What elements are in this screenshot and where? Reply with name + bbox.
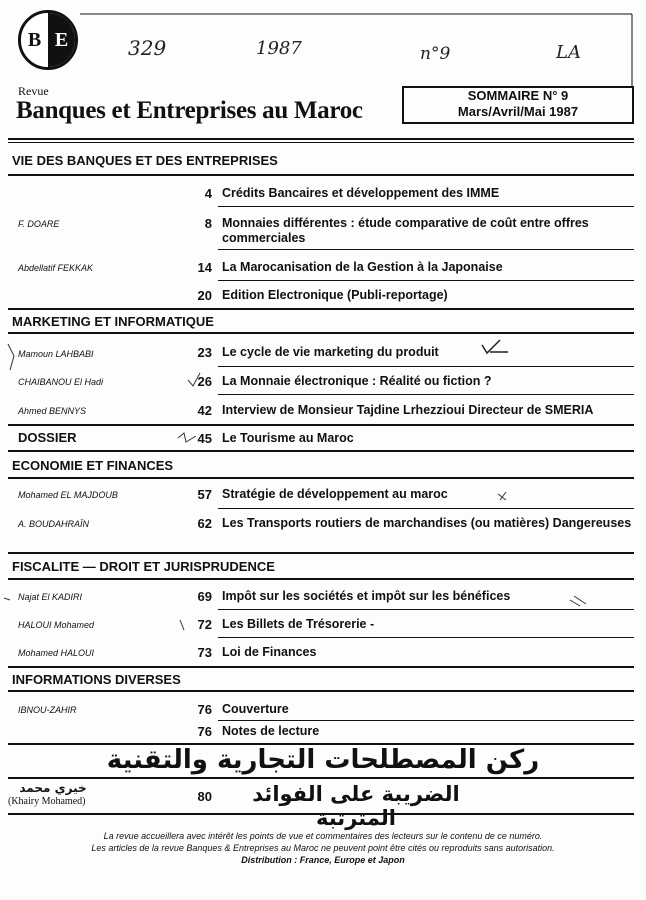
article-title: Le cycle de vie marketing du produit — [222, 345, 439, 359]
footer-copyright: Les articles de la revue Banques & Entreprises au Maroc ne peuvent point être cités ou reproduits sans autorisation. — [91, 843, 555, 853]
handwritten-year: 1987 — [256, 38, 302, 59]
article-author: Najat El KADIRI — [18, 592, 83, 602]
arabic-section-title: ركن المصطلحات التجارية والتقنية — [106, 745, 540, 775]
page-number: 4 — [204, 186, 212, 201]
article-title: Les Billets de Trésorerie - — [222, 617, 375, 631]
article-title: Couverture — [222, 702, 289, 716]
arabic-author: خيري محمد — [19, 781, 87, 795]
section-dossier: DOSSIER — [18, 430, 77, 445]
page-number: 42 — [197, 403, 212, 418]
page-number: 14 — [197, 260, 212, 275]
sommaire-box — [402, 86, 634, 124]
page-number: 62 — [197, 516, 212, 531]
article-author: F. DOARE — [18, 219, 60, 229]
article-title: Interview de Monsieur Tajdine Lrhezzioui Directeur de SMERIA — [222, 403, 594, 417]
article-title: Crédits Bancaires et développement des IMME — [222, 186, 500, 200]
page-number: 76 — [197, 724, 212, 739]
logo-letter-e: E — [48, 13, 75, 67]
article-author: Mohamed HALOUI — [18, 648, 95, 658]
header-frame — [0, 0, 646, 90]
article-author: A. BOUDAHRAÏN — [18, 519, 90, 529]
article-author: CHAIBANOU El Hadi — [18, 377, 104, 387]
page-number: 72 — [197, 617, 212, 632]
article-title: Stratégie de développement au maroc — [222, 487, 448, 501]
page-number: 20 — [197, 288, 212, 303]
handwritten-code: LA — [556, 42, 581, 63]
page-number: 57 — [197, 487, 212, 502]
article-title: La Marocanisation de la Gestion à la Japonaise — [222, 260, 503, 274]
article-title: La Monnaie électronique : Réalité ou fiction ? — [222, 374, 492, 388]
article-author: Mohamed EL MAJDOUB — [18, 490, 118, 500]
article-author: HALOUI Mohamed — [18, 620, 95, 630]
article-title: Impôt sur les sociétés et impôt sur les bénéfices — [222, 589, 511, 603]
logo — [18, 10, 78, 70]
section-economie: ECONOMIE ET FINANCES — [12, 458, 174, 473]
article-title: Monnaies différentes : étude comparative de coût entre offres commerciales — [222, 216, 589, 245]
article-author: Mamoun LAHBABI — [18, 349, 94, 359]
page-number: 23 — [197, 345, 212, 360]
article-title: Notes de lecture — [222, 724, 320, 738]
handwritten-issue: n°9 — [420, 44, 451, 64]
page-number: 76 — [197, 702, 212, 717]
article-author: Abdellatif FEKKAK — [18, 263, 94, 273]
arabic-author-latin: (Khairy Mohamed) — [8, 796, 86, 807]
page-number: 69 — [197, 589, 212, 604]
article-author: Ahmed BENNYS — [18, 406, 87, 416]
publication-title: Banques et Entreprises au Maroc — [16, 97, 363, 124]
article-title: Les Transports routiers de marchandises (ou matières) Dangereuses — [222, 516, 632, 530]
arabic-article-title: الضريبة على الفوائد المترتبة — [252, 782, 460, 830]
logo-letter-b: B — [21, 13, 48, 67]
section-fiscalite: FISCALITE — DROIT ET JURISPRUDENCE — [12, 559, 275, 574]
page-number: 73 — [197, 645, 212, 660]
issue-date: Mars/Avril/Mai 1987 — [457, 104, 579, 119]
footer-note: La revue accueillera avec intérêt les points de vue et commentaires des lecteurs sur le contenu de ce numéro. — [103, 831, 543, 841]
revue-label: Revue — [18, 84, 49, 98]
footer-distribution: Distribution : France, Europe et Japon — [241, 855, 405, 865]
sommaire-number: SOMMAIRE N° 9 — [467, 88, 569, 103]
section-informations: INFORMATIONS DIVERSES — [12, 672, 181, 687]
article-title: Edition Electronique (Publi-reportage) — [222, 288, 448, 302]
handwritten-number: 329 — [128, 36, 167, 60]
section-vie-banques: VIE DES BANQUES ET DES ENTREPRISES — [12, 153, 278, 168]
article-title: Loi de Finances — [222, 645, 317, 659]
page-number: 26 — [197, 374, 212, 389]
section-marketing: MARKETING ET INFORMATIQUE — [12, 314, 214, 329]
page-number: 80 — [197, 789, 212, 804]
article-title: Le Tourisme au Maroc — [222, 431, 354, 445]
page-number: 8 — [204, 216, 212, 231]
article-author: IBNOU-ZAHIR — [18, 705, 77, 715]
page-number: 45 — [197, 431, 212, 446]
